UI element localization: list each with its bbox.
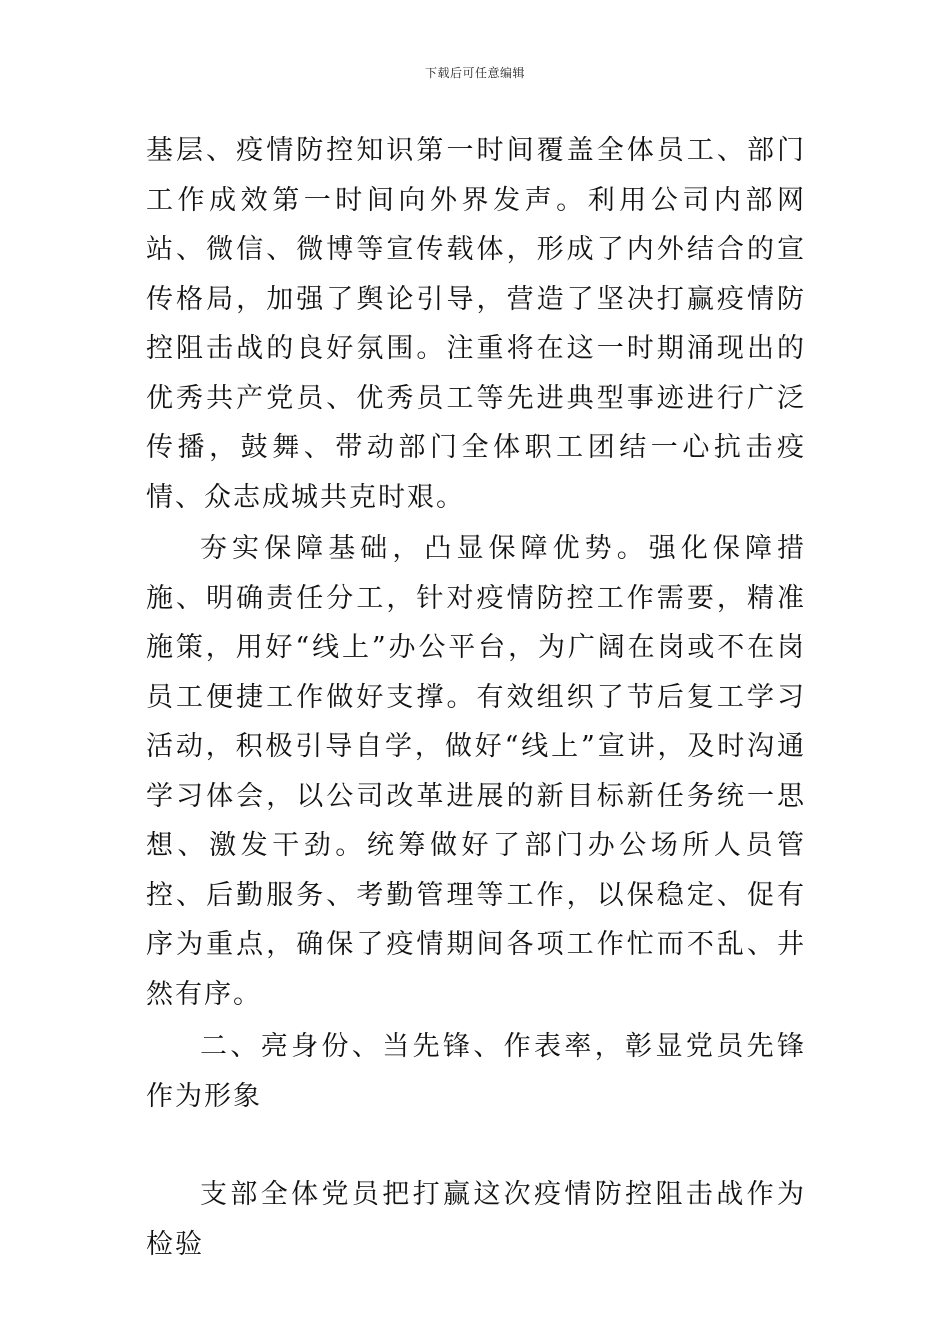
- paragraph-support: 夯实保障基础，凸显保障优势。强化保障措施、明确责任分工，针对疫情防控工作需要，精准施策，用好“线上”办公平台，为广阔在岗或不在岗员工便捷工作做好支撑。有效组织了节后复工学习活动，积极引导自学，做好“线上”宣讲，及时沟通学习体会，以公司改革进展的新目标新任务统一思想、激发干劲。统筹做好了部门办公场所人员管控、后勤服务、考勤管理等工作，以保稳定、促有序为重点，确保了疫情期间各项工作忙而不乱、井然有序。: [146, 533, 806, 1010]
- section-heading: 二、亮身份、当先锋、作表率，彰显党员先锋作为形象: [146, 1031, 806, 1112]
- paragraph-publicity: 基层、疫情防控知识第一时间覆盖全体员工、部门工作成效第一时间向外界发声。利用公司内部网站、微信、微博等宣传载体，形成了内外结合的宣传格局，加强了舆论引导，营造了坚决打赢疫情防控阻击战的良好氛围。注重将在这一时期涌现出的优秀共产党员、优秀员工等先进典型事迹进行广泛传播，鼓舞、带动部门全体职工团结一心抗击疫情、众志成城共克时艰。: [146, 135, 806, 513]
- paragraph-party-members: 支部全体党员把打赢这次疫情防控阻击战作为检验: [146, 1179, 806, 1260]
- page-header: 下载后可任意编辑: [424, 66, 525, 80]
